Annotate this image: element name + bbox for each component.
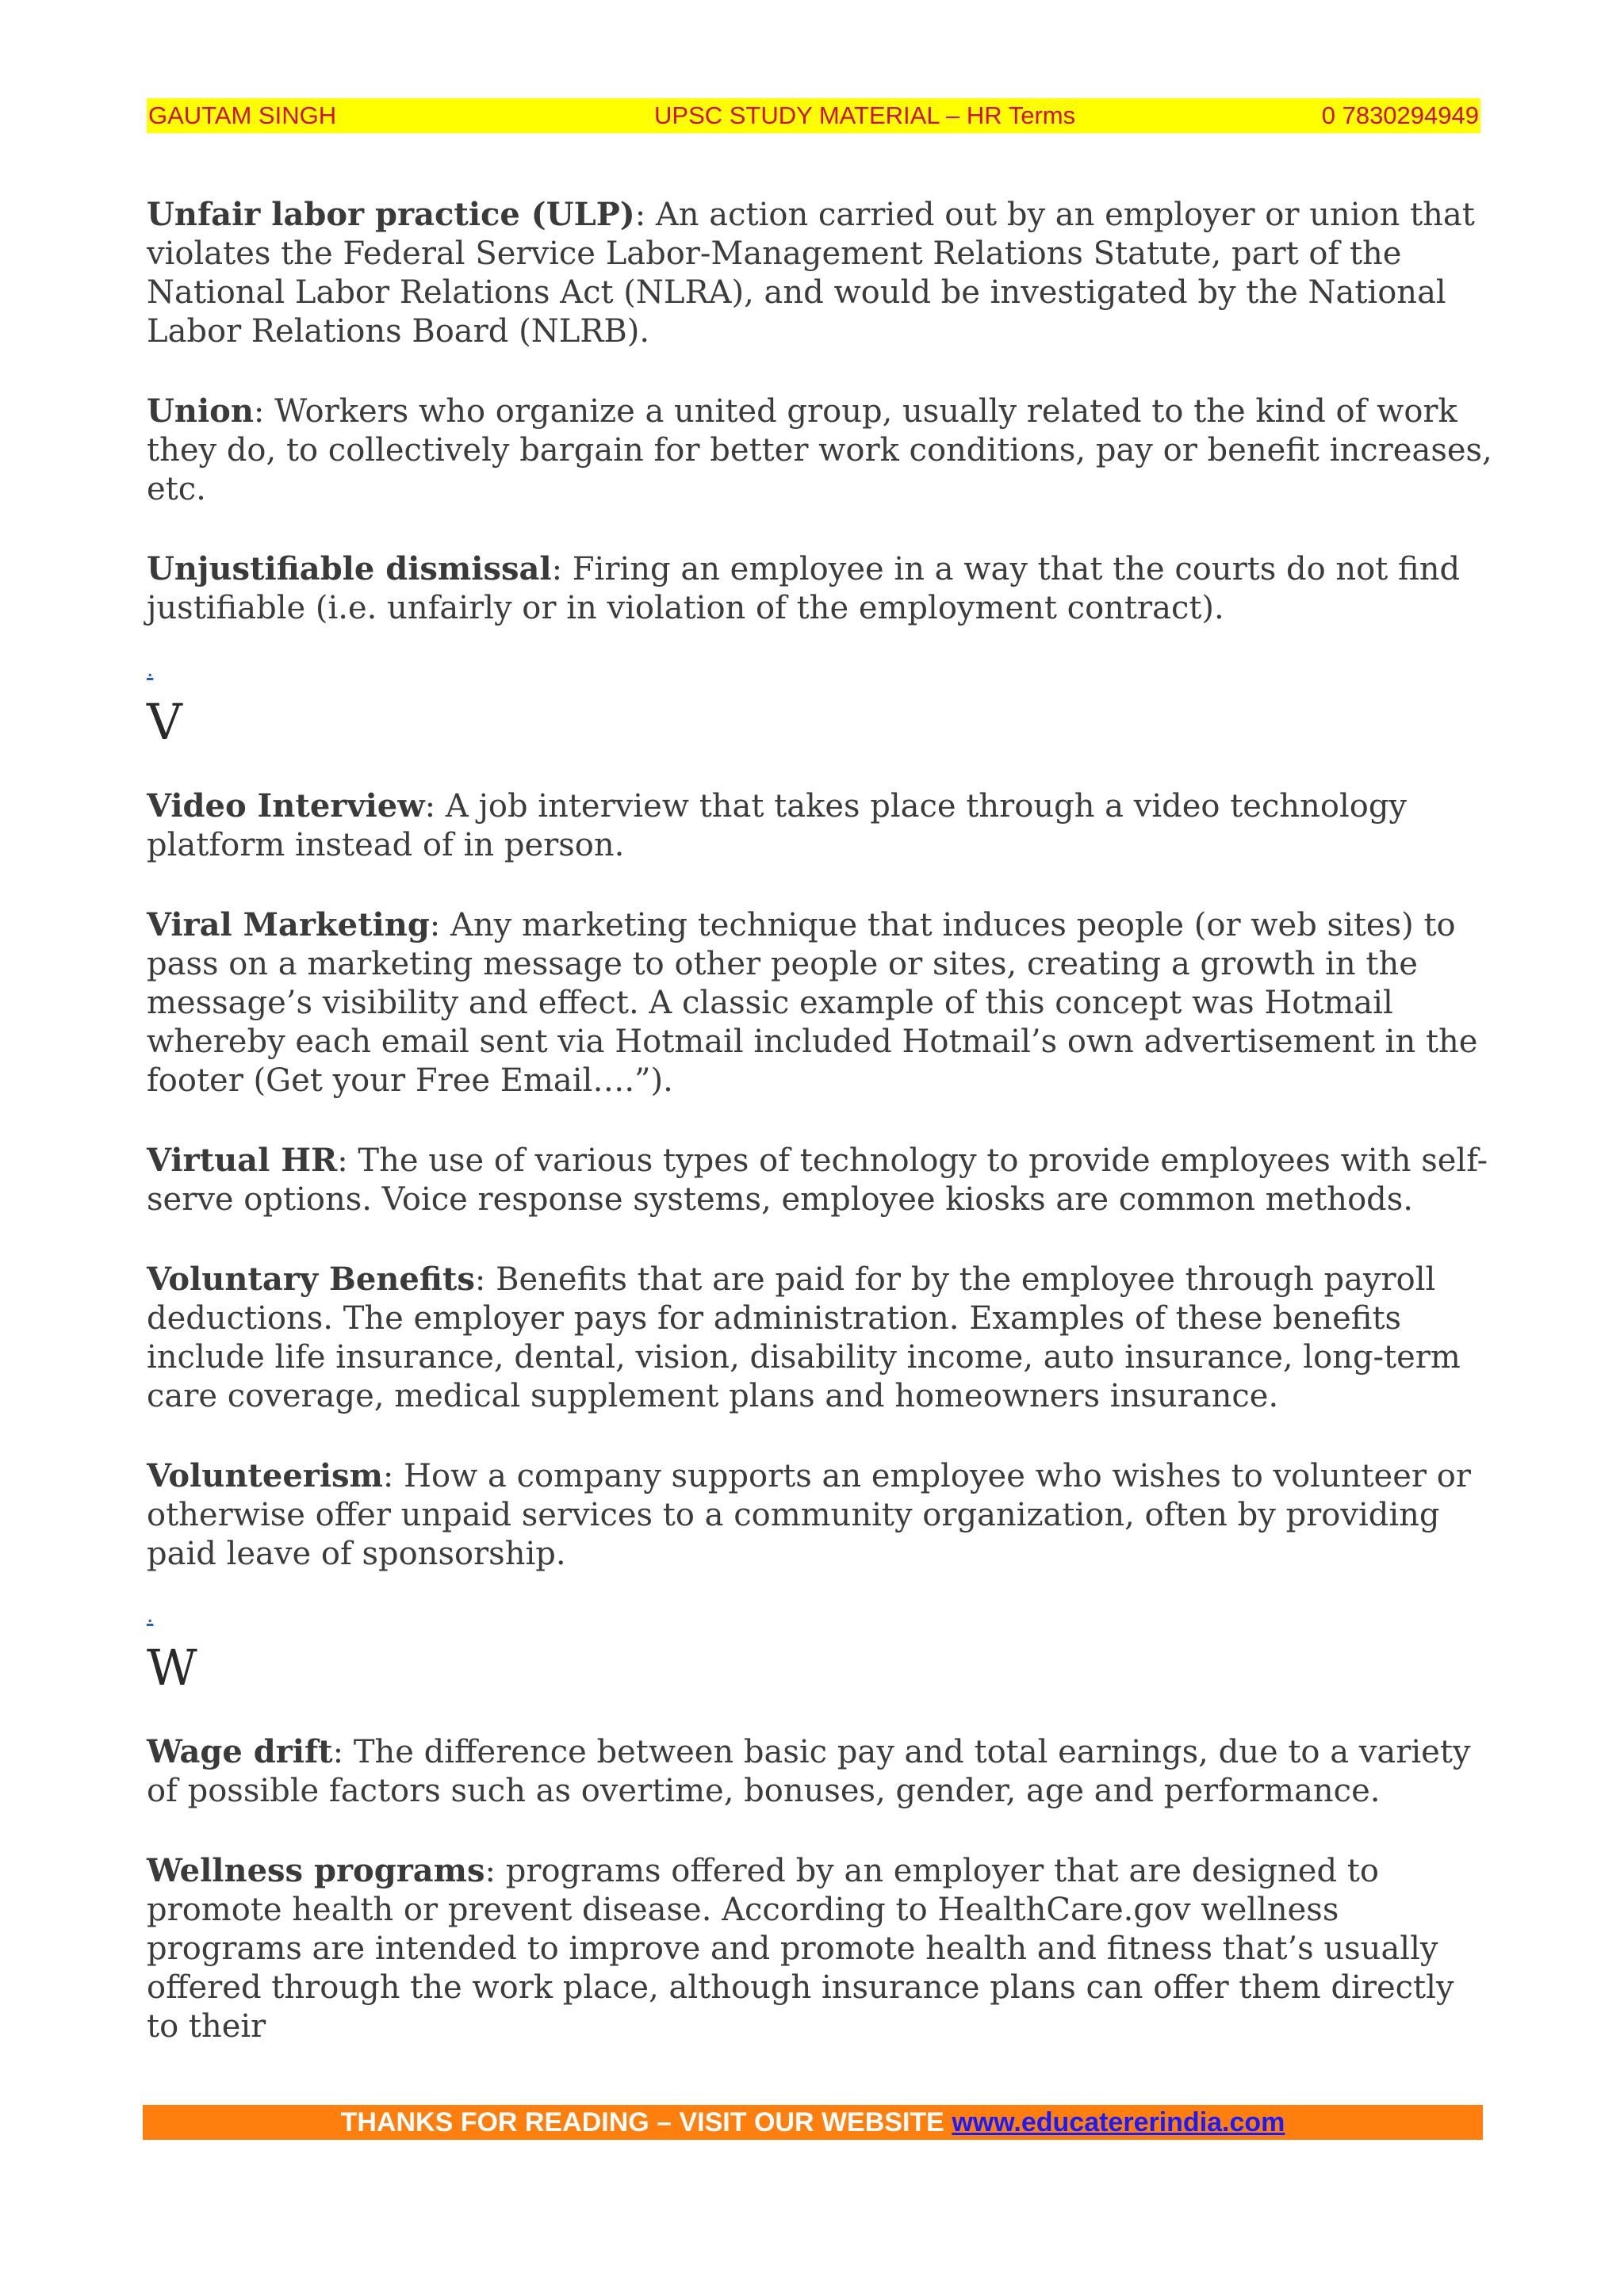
glossary-entry-voluntary-benefits — [147, 1260, 1495, 1416]
term-definition: : Workers who organize a united group, usually related to the kind of work they do, to collectively bargain for better work conditions, pay or benefit increases, etc. — [147, 393, 1492, 507]
glossary-entry-viral-marketing — [147, 905, 1495, 1100]
term-label: Unjustifiable dismissal — [147, 550, 552, 587]
section-letter-v: V — [147, 693, 182, 751]
header-author: GAUTAM SINGH — [148, 101, 337, 129]
term-label: Union — [147, 392, 254, 430]
header-phone: 0 7830294949 — [1321, 101, 1479, 129]
section-letter-w: W — [147, 1639, 197, 1697]
term-label: Unfair labor practice (ULP) — [147, 196, 635, 233]
term-definition: : Firing an employee in a way that the courts do not find justifiable (i.e. unfairly or in violation of the employment contract). — [147, 551, 1461, 626]
term-label: Video Interview — [147, 787, 425, 825]
term-label: Voluntary Benefits — [147, 1261, 475, 1298]
document-body — [147, 195, 1495, 2087]
footer-text: THANKS FOR READING – VISIT OUR WEBSITE — [340, 2107, 952, 2137]
term-definition: : The difference between basic pay and total earnings, due to a variety of possible factors such as overtime, bonuses, gender, age and performance. — [147, 1734, 1471, 1809]
term-label: Wellness programs — [147, 1852, 485, 1889]
anchor-link-top[interactable]: . — [147, 1601, 154, 1628]
term-definition: : programs offered by an employer that are designed to promote health or prevent disease. According to HealthCare.gov wellness programs are intended to improve and promote health and fitness that’s usually offered through the work place, although insurance plans can offer them directly to their — [147, 1853, 1454, 2045]
term-definition: : Any marketing technique that induces people (or web sites) to pass on a marketing message to other people or sites, creating a growth in the message’s visibility and effect. A classic example of this concept was Hotmail whereby each email sent via Hotmail included Hotmail’s own advertisement in the footer (Get your Free Email….”). — [147, 907, 1478, 1099]
glossary-entry-wellness-programs — [147, 1851, 1495, 2046]
glossary-entry-unjustifiable-dismissal — [147, 549, 1495, 628]
term-label: Virtual HR — [147, 1142, 338, 1179]
page-footer — [143, 2105, 1483, 2140]
glossary-entry-wage-drift — [147, 1732, 1495, 1811]
term-definition: : The use of various types of technology to provide employees with self-serve options. Voice response systems, employee kiosks are common methods. — [147, 1142, 1488, 1218]
term-definition: : Benefits that are paid for by the employee through payroll deductions. The employer pays for administration. Examples of these benefits include life insurance, dental, vision, disability income, auto insurance, long-term care coverage, medical supplement plans and homeowners insurance. — [147, 1261, 1461, 1414]
glossary-entry-volunteerism — [147, 1456, 1495, 1574]
term-label: Volunteerism — [147, 1457, 383, 1494]
term-label: Wage drift — [147, 1733, 333, 1770]
glossary-entry-ulp — [147, 195, 1495, 351]
header-title: UPSC STUDY MATERIAL – HR Terms — [654, 101, 1076, 129]
term-label: Viral Marketing — [147, 906, 430, 943]
anchor-link-top[interactable]: . — [147, 656, 154, 682]
glossary-entry-virtual-hr — [147, 1141, 1495, 1219]
term-definition: : An action carried out by an employer or union that violates the Federal Service Labor-Management Relations Statute, part of the National Labor Relations Act (NLRA), and would be investigated by the National Labor Relations Board (NLRB). — [147, 197, 1475, 350]
term-definition: : A job interview that takes place through a video technology platform instead of in person. — [147, 788, 1408, 863]
term-definition: : How a company supports an employee who wishes to volunteer or otherwise offer unpaid services to a community organization, often by providing paid leave of sponsorship. — [147, 1458, 1471, 1572]
website-link[interactable]: www.educatererindia.com — [952, 2107, 1285, 2137]
glossary-entry-video-interview — [147, 786, 1495, 865]
glossary-entry-union — [147, 392, 1495, 509]
page-header — [147, 98, 1480, 133]
